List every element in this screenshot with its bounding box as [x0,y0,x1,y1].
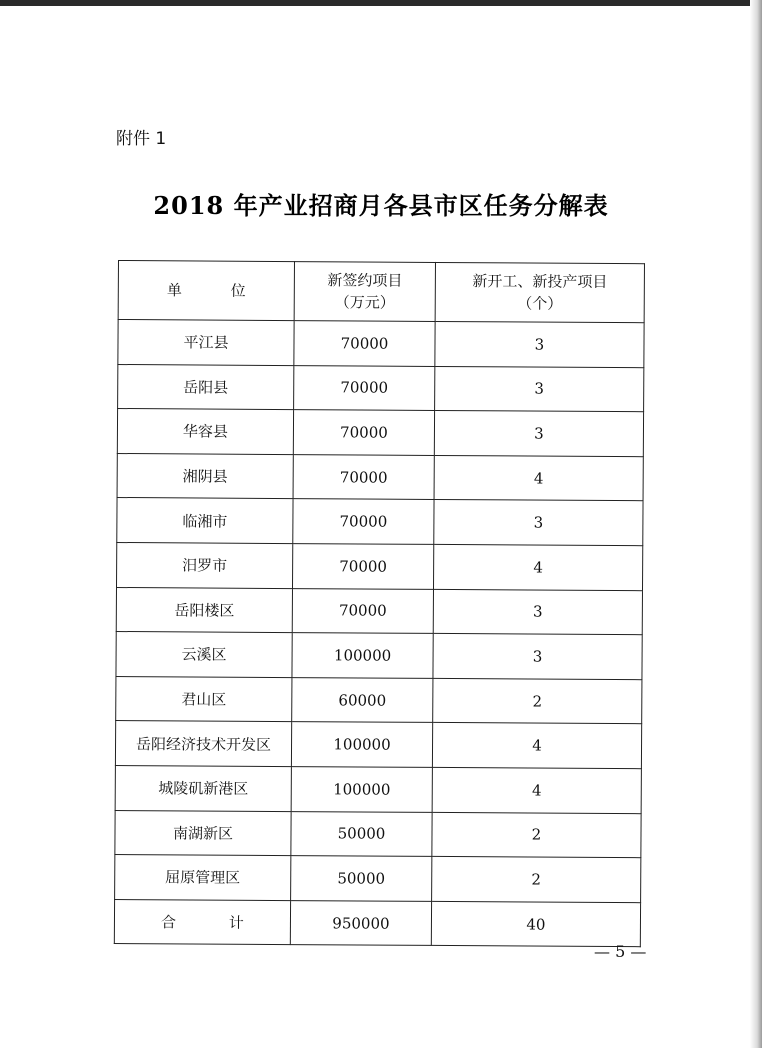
unit-cell: 临湘市 [117,498,293,544]
signed-amount-cell: 100000 [291,767,432,812]
unit-cell: 汨罗市 [117,542,293,588]
project-count-cell: 4 [433,544,642,590]
table-row [116,587,642,635]
unit-cell: 南湖新区 [115,810,291,856]
unit-cell: 岳阳楼区 [116,587,292,633]
project-count-cell: 3 [435,321,644,367]
table-row [117,498,643,546]
unit-cell: 屈原管理区 [115,855,291,901]
unit-cell: 君山区 [116,676,292,722]
table-row [116,676,642,724]
header-new-projects: 新开工、新投产项目 （个） [435,262,644,322]
total-label: 合 计 [114,899,290,945]
total-row [114,899,640,947]
signed-amount-cell: 70000 [292,544,433,589]
total-signed: 950000 [290,900,431,945]
signed-amount-cell: 70000 [293,499,434,544]
scan-edge-top [0,0,762,6]
project-count-cell: 2 [433,678,642,724]
signed-amount-cell: 70000 [292,588,433,633]
signed-amount-cell: 70000 [293,410,434,455]
table-row [117,409,643,457]
signed-amount-cell: 100000 [292,633,433,678]
unit-cell: 岳阳经济技术开发区 [115,721,291,767]
project-count-cell: 3 [434,500,643,546]
signed-amount-cell: 70000 [294,321,435,366]
page-number: — 5 — [594,942,647,961]
signed-amount-cell: 60000 [292,677,433,722]
total-projects: 40 [431,901,640,947]
project-count-cell: 4 [434,455,643,501]
table-row [115,765,641,813]
project-count-cell: 3 [433,634,642,680]
table-row [117,453,643,501]
table-header-row [118,261,644,323]
attachment-label: 附件 1 [116,129,167,149]
header-unit: 单 位 [118,261,294,321]
unit-cell: 湘阴县 [117,453,293,499]
signed-amount-cell: 70000 [293,454,434,499]
unit-cell: 华容县 [117,409,293,455]
signed-amount-cell: 100000 [291,722,432,767]
unit-cell: 城陵矶新港区 [115,765,291,811]
project-count-cell: 4 [432,723,641,769]
table-row [115,855,641,903]
unit-cell: 岳阳县 [118,364,294,410]
signed-amount-cell: 50000 [291,856,432,901]
project-count-cell: 3 [433,589,642,635]
table-row [115,810,641,858]
document-title: 2018 年产业招商月各县市区任务分解表 [153,191,609,220]
project-count-cell: 2 [432,812,641,858]
unit-cell: 平江县 [118,320,294,366]
project-count-cell: 3 [435,366,644,412]
table-row [118,364,644,412]
project-count-cell: 3 [434,411,643,457]
table-row [117,542,643,590]
signed-amount-cell: 50000 [291,811,432,856]
table-row [115,721,641,769]
table-row [118,320,644,368]
project-count-cell: 2 [432,857,641,903]
table-row [116,632,642,680]
scan-edge-right [750,0,762,1048]
header-new-signed: 新签约项目 （万元） [294,262,435,322]
signed-amount-cell: 70000 [294,365,435,410]
task-breakdown-table [114,260,645,948]
unit-cell: 云溪区 [116,632,292,678]
project-count-cell: 4 [432,767,641,813]
